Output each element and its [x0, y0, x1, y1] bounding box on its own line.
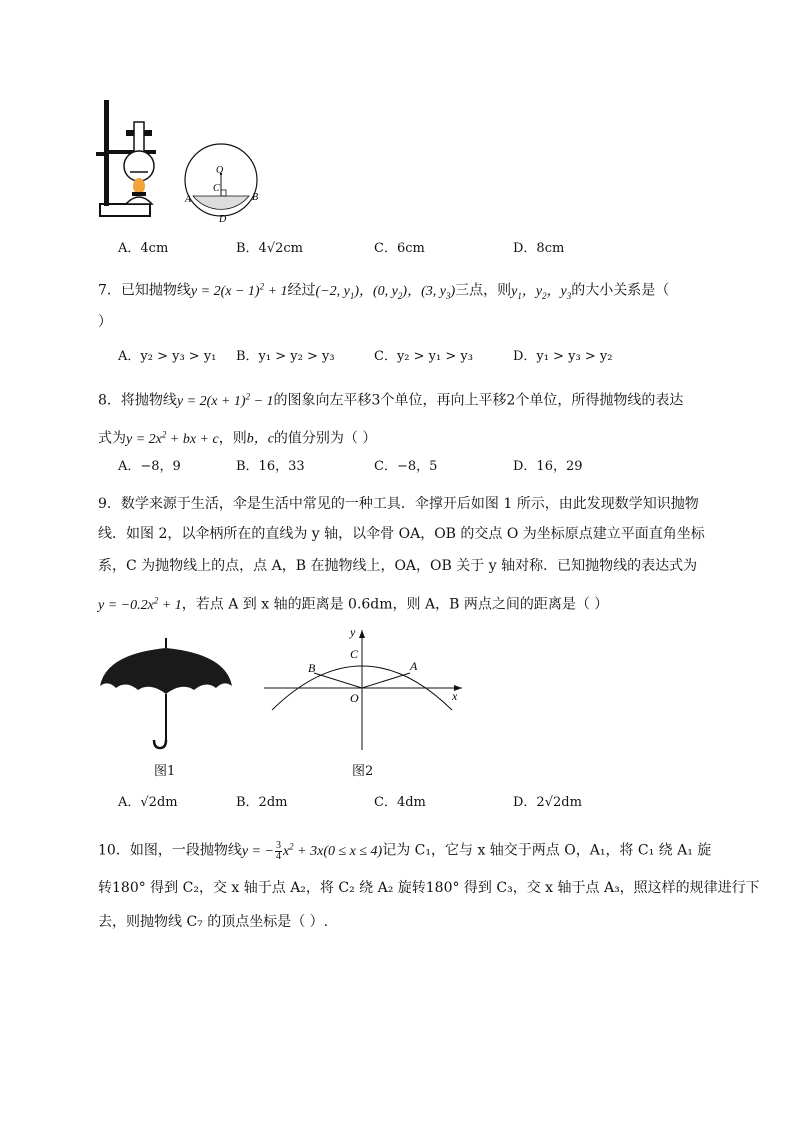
q8-line2-suffix: 的值分别为（ ）: [273, 430, 377, 447]
q7-vars: $y_1$，$y_2$，$y_3$: [511, 283, 572, 301]
q8-formula: $y = 2(x + 1)^2 - 1$: [176, 391, 274, 409]
q9-line1: 9．数学来源于生活，伞是生活中常见的一种工具．伞撑开后如图 1 所示，由此发现数学知识抛物: [98, 496, 699, 512]
label-C: C: [213, 183, 220, 194]
origin-O-label: O: [350, 691, 359, 705]
q7-formula: $y = 2(x - 1)^2 + 1$: [190, 281, 288, 299]
q6-option-d: D．8cm: [513, 241, 565, 256]
axis-x-label: x: [452, 689, 458, 703]
q10-line2: 转180° 得到 C₂，交 x 轴于点 A₂，将 C₂ 绕 A₂ 旋转180° 得到 C₃，交 x 轴于点 A₃，照这样的规律进行下: [98, 880, 760, 896]
label-O: O: [216, 165, 224, 176]
q9-line2: 线．如图 2，以伞柄所在的直线为 y 轴，以伞骨 OA，OB 的交点 O 为坐标原点建立平面直角坐标: [98, 526, 705, 542]
q6-option-c: C．6cm: [374, 241, 425, 256]
q10-formula: y = − $\frac{3}{4}$ $x^2 + 3x(0 \le x \le 4)$: [241, 839, 383, 862]
q9-formula: $y = -0.2x^2 + 1$: [98, 595, 182, 613]
q8-option-d: D．16，29: [513, 459, 583, 474]
q8-option-b: B．16，33: [236, 459, 305, 474]
q8-suffix: 的图象向左平移3个单位，再向上平移2个单位，所得抛物线的表达: [273, 392, 684, 409]
q6-option-a: A．4cm: [118, 241, 169, 256]
q10-suffix: 记为 C₁，它与 x 轴交于两点 O，A₁，将 C₁ 绕 A₁ 旋: [382, 842, 712, 859]
q8-line2: [98, 424, 376, 450]
label-A: A: [185, 194, 192, 205]
circle-cross-section-figure: [184, 140, 266, 224]
q7-line2: ）: [98, 314, 112, 330]
q6-option-b: B．4√2cm: [236, 241, 303, 256]
figure2-caption: 图2: [352, 764, 374, 779]
q7-line1: [98, 276, 669, 305]
parabola-axes-figure: [262, 626, 474, 752]
q8-option-c: C．−8，5: [374, 459, 438, 474]
q8-line2-prefix: 式为: [98, 430, 126, 447]
q8-prefix: 8．将抛物线: [98, 392, 177, 409]
q10-prefix: 10．如图，一段抛物线: [98, 842, 242, 859]
q9-line3: 系，C 为抛物线上的点，点 A，B 在抛物线上，OA，OB 关于 y 轴对称．已知抛物线的表达式为: [98, 558, 698, 574]
q7-option-d: D．y₁ > y₃ > y₂: [513, 349, 613, 364]
q8-vars: b，c: [246, 431, 274, 447]
figure1-caption: 图1: [154, 764, 176, 779]
q10-line1: [98, 836, 711, 862]
q8-line2-mid: ，则: [218, 430, 247, 447]
q7-option-c: C．y₂ > y₁ > y₃: [374, 349, 473, 364]
q9-option-c: C．4dm: [374, 795, 426, 810]
q7-points: (−2, $y_1$)，(0, $y_2$)，(3, $y_3$): [315, 283, 456, 301]
q7-mid: 经过: [287, 282, 316, 299]
q7-prefix: 7．已知抛物线: [98, 282, 191, 299]
q7-suffix: 三点，则: [455, 282, 512, 299]
label-B: B: [252, 192, 259, 203]
q9-line4: [98, 590, 608, 616]
q7-end: 的大小关系是（: [571, 282, 670, 299]
q9-line4-suffix: ，若点 A 到 x 轴的距离是 0.6dm，则 A，B 两点之间的距离是（ ）: [181, 596, 609, 613]
label-D: D: [219, 214, 227, 224]
point-C-label: C: [350, 647, 359, 661]
point-A-label: A: [410, 659, 418, 673]
q10-line3: 去，则抛物线 C₇ 的顶点坐标是（ ）.: [98, 914, 329, 930]
q8-option-a: A．−8，9: [118, 459, 181, 474]
lab-apparatus-figure: [96, 100, 186, 222]
q9-option-b: B．2dm: [236, 795, 288, 810]
q7-option-b: B．y₁ > y₂ > y₃: [236, 349, 335, 364]
q8-formula2: $y = 2x^2$ + bx + c: [126, 429, 219, 447]
q8-line1: [98, 386, 683, 412]
q9-option-d: D．2√2dm: [513, 795, 582, 810]
q9-option-a: A．√2dm: [118, 795, 178, 810]
axis-y-label: y: [350, 626, 356, 639]
point-B-label: B: [308, 661, 316, 675]
q7-option-a: A．y₂ > y₃ > y₁: [118, 349, 217, 364]
umbrella-figure: [98, 636, 234, 754]
